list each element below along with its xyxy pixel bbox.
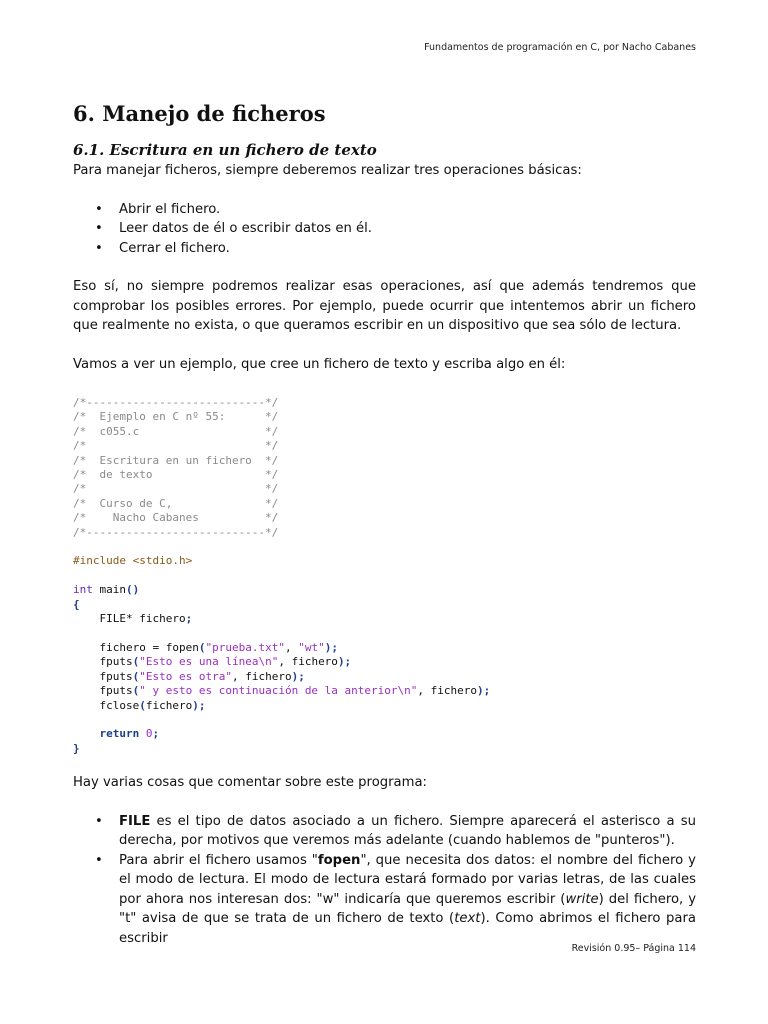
running-header: Fundamentos de programación en C, por Nacho Cabanes — [424, 42, 696, 53]
code-comment-line: /* */ — [73, 439, 279, 453]
example-intro-paragraph: Vamos a ver un ejemplo, que cree un fichero de texto y escriba algo en él: — [73, 356, 566, 372]
code-listing: /*---------------------------*/ /* Ejemplo en C nº 55: */ /* c055.c */ /* */ /* Escritura en un fichero */ /* de texto */ /* */ /* Curso de C, */ /* Nacho Cabanes */ /*---------------------------*/ #include <stdio.h> int main() { FILE* fichero; fichero = fopen("prueba.txt", "wt"); fputs("Esto es una línea\n", fichero); fputs("Esto es otra", fichero); fputs(" y esto es continuación de la anterior\n", fichero); fclose(fichero); return 0; } — [73, 396, 491, 755]
code-comment-line: /* c055.c */ — [73, 424, 279, 438]
list-item: • Abrir el fichero. — [73, 200, 696, 220]
code-comment-line: /* Nacho Cabanes */ — [73, 511, 279, 525]
list-item: • FILE es el tipo de datos asociado a un fichero. Siempre aparecerá el asterisco a su derecha, por motivos que veremos más adelante (cuando hablemos de "punteros"). — [95, 813, 696, 849]
code-include: #include <stdio.h> — [73, 554, 193, 568]
code-comment-line: /*---------------------------*/ — [73, 396, 279, 409]
page-content — [73, 100, 696, 948]
list-item: • Cerrar el fichero. — [73, 239, 696, 259]
bullet-icon: • — [95, 240, 103, 256]
bullet-icon: • — [95, 852, 103, 868]
code-comment-line: /* de texto */ — [73, 468, 279, 482]
code-comment-line: /* Ejemplo en C nº 55: */ — [73, 410, 279, 424]
bullet-icon: • — [95, 813, 103, 829]
comment-intro-paragraph: Hay varias cosas que comentar sobre este programa: — [73, 775, 428, 791]
remarks-list — [73, 812, 696, 949]
chapter-title: 6. Manejo de ficheros — [73, 101, 326, 126]
code-comment-line: /* Curso de C, */ — [73, 496, 279, 510]
code-comment-line: /* Escritura en un fichero */ — [73, 453, 279, 467]
intro-paragraph: Para manejar ficheros, siempre deberemos realizar tres operaciones básicas: — [73, 163, 582, 178]
page-footer: Revisión 0.95– Página 114 — [571, 943, 696, 954]
code-comment-line: /* */ — [73, 482, 279, 496]
section-title: 6.1. Escritura en un fichero de texto — [73, 141, 377, 159]
operations-list — [73, 200, 696, 259]
errors-paragraph: Eso sí, no siempre podremos realizar esas operaciones, así que además tendremos que comprobar los posibles errores. Por ejemplo, puede ocurrir que intentemos abrir un fichero que realmente no exista, o que queramos escribir en un dispositivo que sea sólo de lectura. — [73, 279, 696, 333]
list-item: • Para abrir el fichero usamos "fopen", que necesita dos datos: el nombre del fichero y el modo de lectura. El modo de lectura estará formado por varias letras, de las cuales por ahora nos interesan dos: "w" indicaría que queremos escribir (write) del fichero, y "t" avisa de que se trata de un fichero de texto (text). Como abrimos el fichero para escribir — [95, 852, 696, 946]
bullet-icon: • — [95, 221, 103, 236]
bullet-icon: • — [95, 201, 103, 217]
code-comment-line: /*---------------------------*/ — [73, 525, 279, 539]
list-item: • Leer datos de él o escribir datos en él. — [73, 219, 696, 239]
